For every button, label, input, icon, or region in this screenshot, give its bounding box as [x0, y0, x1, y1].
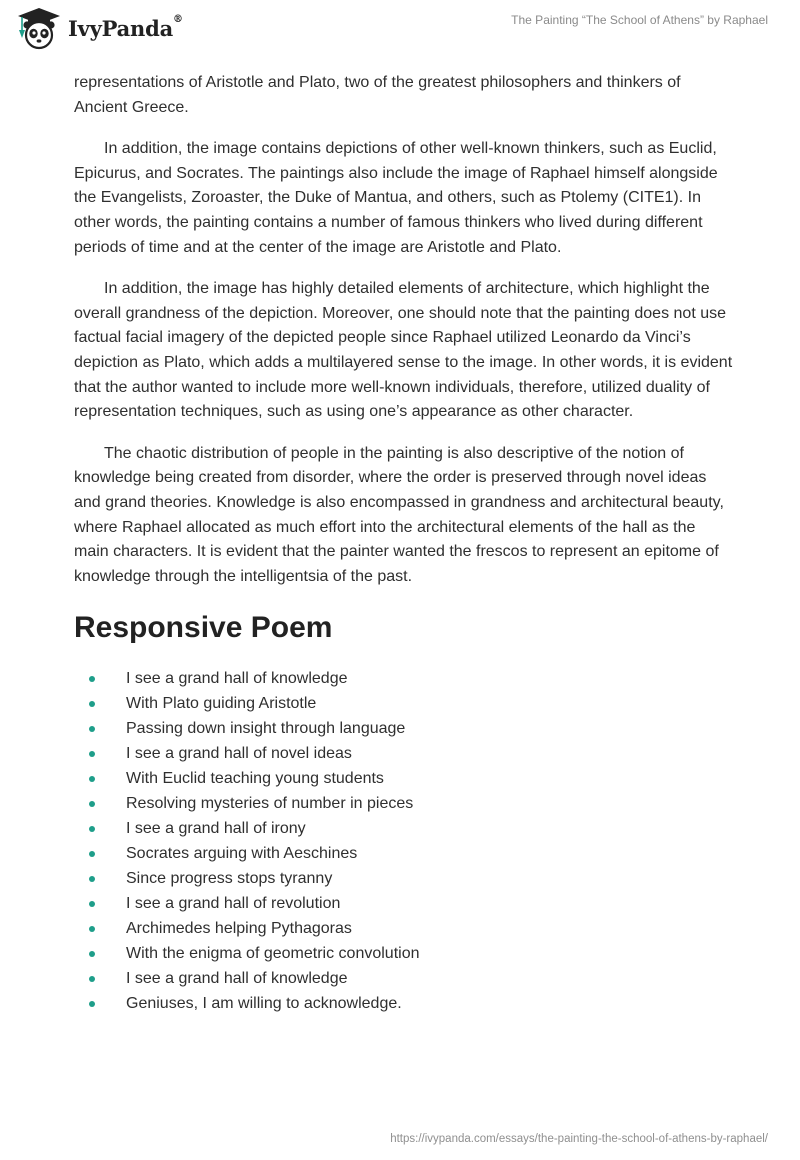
- bullet-icon: [89, 801, 95, 807]
- source-url-link[interactable]: https://ivypanda.com/essays/the-painting-the-school-of-athens-by-raphael/: [390, 1133, 768, 1145]
- document-title: The Painting “The School of Athens” by Raphael: [511, 13, 768, 27]
- bullet-icon: [89, 976, 95, 982]
- poem-line: Since progress stops tyranny: [74, 866, 734, 891]
- essay-content: [74, 71, 734, 1016]
- paragraph-continuation: representations of Aristotle and Plato, two of the greatest philosophers and thinkers of Ancient Greece.: [74, 74, 681, 116]
- page-header: [0, 0, 800, 70]
- section-heading-responsive-poem: Responsive Poem: [74, 611, 333, 645]
- bullet-icon: [89, 851, 95, 857]
- poem-line: With Plato guiding Aristotle: [74, 691, 734, 716]
- bullet-icon: [89, 1001, 95, 1007]
- poem-line: I see a grand hall of irony: [74, 816, 734, 841]
- poem-line: I see a grand hall of knowledge: [74, 966, 734, 991]
- poem-line: With Euclid teaching young students: [74, 766, 734, 791]
- poem-line: I see a grand hall of novel ideas: [74, 741, 734, 766]
- panda-graduation-cap-icon: [14, 6, 64, 50]
- poem-line: Passing down insight through language: [74, 716, 734, 741]
- bullet-icon: [89, 926, 95, 932]
- bullet-icon: [89, 951, 95, 957]
- bullet-icon: [89, 726, 95, 732]
- bullet-icon: [89, 676, 95, 682]
- poem-line: Geniuses, I am willing to acknowledge.: [74, 991, 734, 1016]
- logo-text: IvyPanda®: [68, 13, 183, 41]
- paragraph-chaotic-distribution: The chaotic distribution of people in the painting is also descriptive of the notion of knowledge being created from disorder, where the order is preserved through novel ideas and grand theories. Knowledge is also encompassed in grandness and architectural beauty, where Raphael allocated as much effort into the architectural elements of the hall as the main characters. It is evident that the painter wanted the frescos to represent an epitome of knowledge through the intelligentsia of the past.: [74, 444, 724, 585]
- paragraph-thinkers: In addition, the image contains depictions of other well-known thinkers, such as Euclid, Epicurus, and Socrates. The paintings also include the image of Raphael himself alongside the Evangelists, Zoroaster, the Duke of Mantua, and others, such as Ptolemy (CITE1). In other words, the painting contains a number of famous thinkers who lived during different periods of time and at the center of the image are Aristotle and Plato.: [74, 140, 718, 256]
- bullet-icon: [89, 776, 95, 782]
- poem-line: Archimedes helping Pythagoras: [74, 916, 734, 941]
- poem-line: With the enigma of geometric convolution: [74, 941, 734, 966]
- bullet-icon: [89, 901, 95, 907]
- ivypanda-logo[interactable]: [14, 6, 183, 50]
- bullet-icon: [89, 876, 95, 882]
- bullet-icon: [89, 751, 95, 757]
- bullet-icon: [89, 826, 95, 832]
- bullet-icon: [89, 701, 95, 707]
- poem-line: I see a grand hall of knowledge: [74, 666, 734, 691]
- poem-list: [74, 666, 734, 1016]
- poem-line: Resolving mysteries of number in pieces: [74, 791, 734, 816]
- paragraph-architecture: In addition, the image has highly detailed elements of architecture, which highlight the overall grandness of the depiction. Moreover, one should note that the painting does not use factual facial imagery of the depicted people since Raphael utilized Leonardo da Vinci’s depiction as Plato, which adds a multilayered sense to the image. In other words, it is evident that the author wanted to include more well-known individuals, therefore, utilized duality of representation techniques, such as using one’s appearance as other character.: [74, 280, 733, 421]
- poem-line: I see a grand hall of revolution: [74, 891, 734, 916]
- poem-line: Socrates arguing with Aeschines: [74, 841, 734, 866]
